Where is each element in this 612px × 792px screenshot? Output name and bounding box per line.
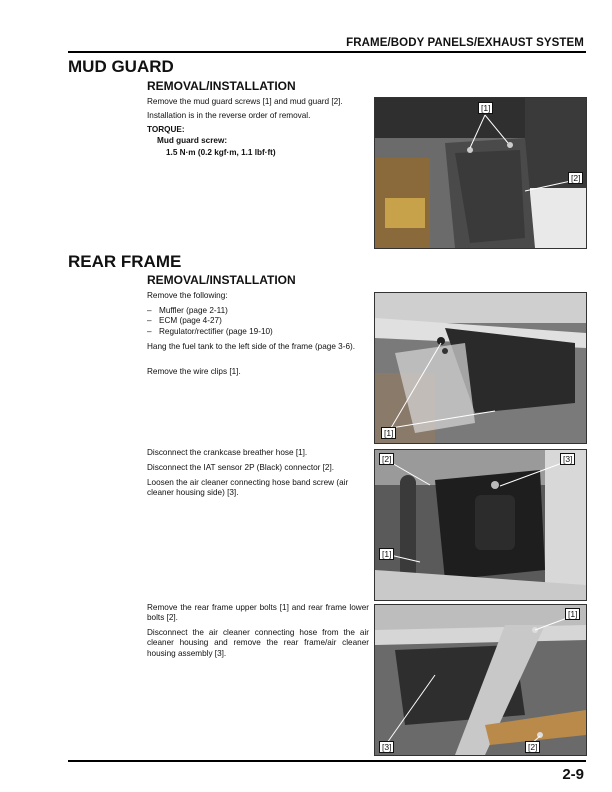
- wire-clips-photo-art: [375, 293, 586, 443]
- callout-2: [2]: [568, 172, 583, 184]
- mud-guard-title: MUD GUARD: [68, 57, 174, 76]
- mud-guard-step-1: Remove the mud guard screws [1] and mud guard [2].: [147, 97, 343, 106]
- callout-1: [1]: [478, 102, 493, 114]
- list-item: – Regulator/rectifier (page 19-10): [147, 327, 365, 337]
- step-frame-bolts: Remove the rear frame upper bolts [1] and rear frame lower bolts [2].: [147, 603, 369, 623]
- frame-bolts-photo: [374, 604, 587, 756]
- step-band-screw: Loosen the air cleaner connecting hose band screw (air cleaner housing side) [3].: [147, 478, 349, 498]
- remove-list: [147, 306, 365, 337]
- mud-guard-step-2: Installation is in the reverse order of removal.: [147, 111, 311, 120]
- callout-1: [1]: [565, 608, 580, 620]
- mud-guard-subtitle: REMOVAL/INSTALLATION: [147, 79, 296, 93]
- callout-2: [2]: [379, 453, 394, 465]
- mud-guard-photo: [374, 97, 587, 249]
- callout-3: [3]: [560, 453, 575, 465]
- step-breather-hose: Disconnect the crankcase breather hose [1].: [147, 448, 308, 457]
- header-rule: [68, 51, 586, 53]
- list-item: – Muffler (page 2-11): [147, 306, 365, 316]
- torque-label: TORQUE:: [147, 125, 185, 134]
- breather-hose-photo: [374, 449, 587, 601]
- step-remove-assembly: Disconnect the air cleaner connecting hose from the air cleaner housing and remove the rear frame/air cleaner housing assembly [3].: [147, 628, 369, 658]
- torque-value: 1.5 N·m (0.2 kgf·m, 1.1 lbf·ft): [166, 148, 276, 157]
- rear-frame-intro: Remove the following:: [147, 291, 228, 300]
- section-header: FRAME/BODY PANELS/EXHAUST SYSTEM: [346, 37, 584, 49]
- footer-rule: [68, 760, 586, 762]
- step-hang-tank: Hang the fuel tank to the left side of the frame (page 3-6).: [147, 342, 355, 351]
- rear-frame-title: REAR FRAME: [68, 252, 182, 271]
- callout-3: [3]: [379, 741, 394, 753]
- rear-frame-subtitle: REMOVAL/INSTALLATION: [147, 273, 296, 287]
- wire-clips-photo: [374, 292, 587, 444]
- page-number: 2-9: [562, 766, 584, 783]
- callout-1: [1]: [381, 427, 396, 439]
- frame-bolts-photo-art: [375, 605, 586, 755]
- callout-1: [1]: [379, 548, 394, 560]
- step-iat-connector: Disconnect the IAT sensor 2P (Black) connector [2].: [147, 463, 335, 472]
- step-wire-clips: Remove the wire clips [1].: [147, 367, 241, 376]
- torque-item: Mud guard screw:: [157, 136, 228, 145]
- breather-hose-photo-art: [375, 450, 586, 600]
- list-item: – ECM (page 4-27): [147, 316, 365, 326]
- mud-guard-photo-art: [375, 98, 586, 248]
- callout-2: [2]: [525, 741, 540, 753]
